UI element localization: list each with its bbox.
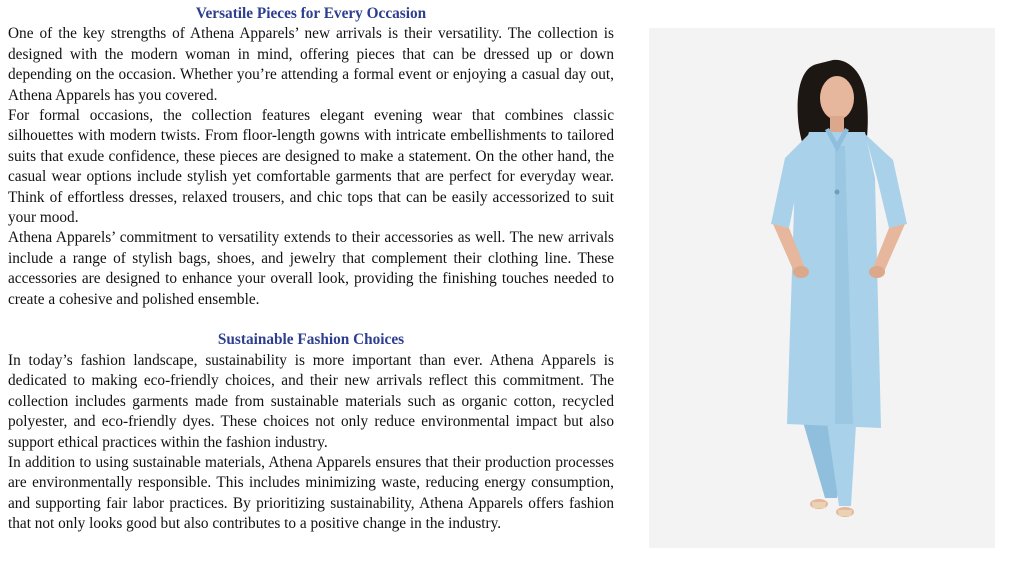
paragraph-accessories: Athena Apparels’ commitment to versatility extends to their accessories as well. The new arrivals include a range of stylish bags, shoes, and jewelry that complement their clothing line. These accessories are designed to enhance your overall look, providing the finishing touches needed to create a cohesive and polished ensemble. (8, 229, 614, 308)
paragraph-versatility-intro: One of the key strengths of Athena Apparels’ new arrivals is their versatility. The collection is designed with the modern woman in mind, offering pieces that can be dressed up or down depending on the occasion. Whether you’re attending a formal event or enjoying a casual day out, Athena Apparels has you covered. (8, 25, 614, 104)
section-heading-sustainable: Sustainable Fashion Choices (217, 331, 405, 349)
paragraph-sustainability-intro: In today’s fashion landscape, sustainability is more important than ever. Athena Apparels is dedicated to making eco-friendly choices, and their new arrivals reflect this commitment. The collection includes garments made from sustainable materials such as organic cotton, recycled polyester, and eco-friendly dyes. These choices not only reduce environmental impact but also support ethical practices within the fashion industry. (8, 351, 614, 451)
paragraph-formal-casual: For formal occasions, the collection features elegant evening wear that combines classic silhouettes with modern twists. From floor-length gowns with intricate embellishments to tailored suits that exude confidence, these pieces are designed to make a statement. On the other hand, the casual wear options include stylish yet comfortable garments that are perfect for everyday wear. Think of effortless dresses, relaxed trousers, and chic tops that can be easily accessorized to suit your mood. (8, 107, 614, 227)
article-body (8, 4, 614, 535)
section-spacer (8, 310, 614, 330)
model-photo (649, 28, 995, 548)
paragraph-production: In addition to using sustainable materials, Athena Apparels ensures that their production processes are environmentally responsible. This includes minimizing waste, reducing energy consumption, and supporting fair labor practices. By prioritizing sustainability, Athena Apparels offers fashion that not only looks good but also contributes to a positive change in the industry. (8, 453, 614, 533)
section-heading-versatile: Versatile Pieces for Every Occasion (195, 5, 427, 22)
model-illustration (649, 28, 995, 548)
